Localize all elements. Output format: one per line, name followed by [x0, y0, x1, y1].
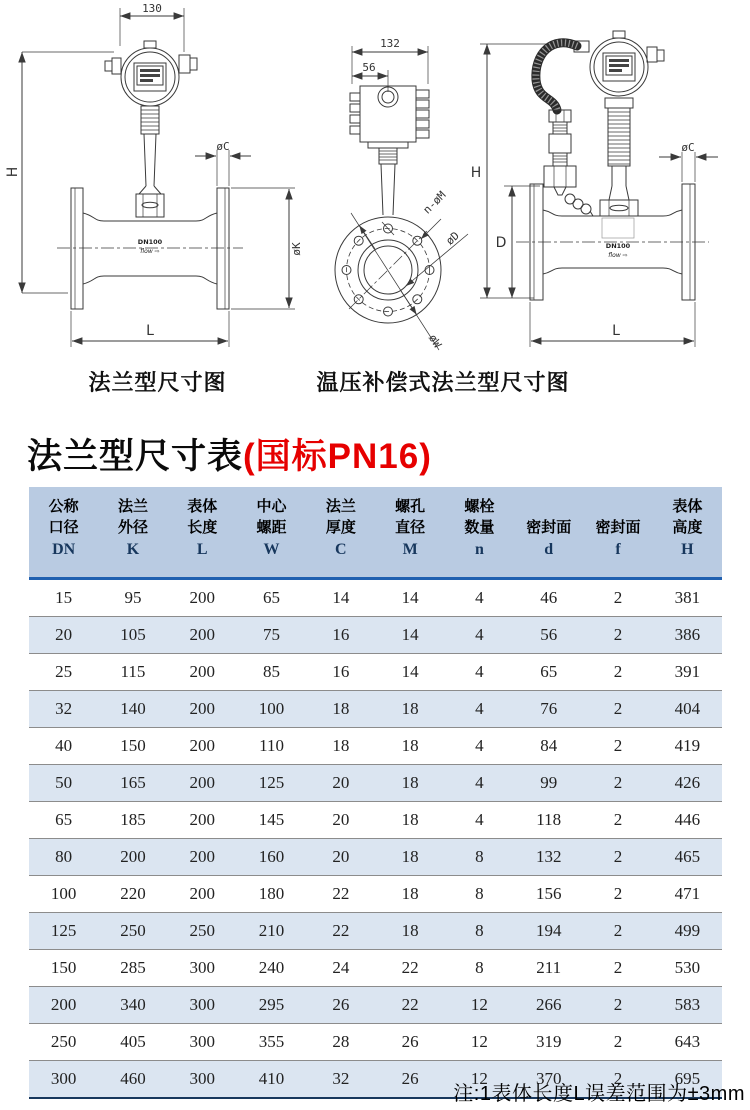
table-cell: 150 — [98, 728, 167, 765]
body-logo: flow ⇨ — [140, 248, 160, 255]
table-cell: 28 — [306, 1024, 375, 1061]
table-cell: 65 — [514, 654, 583, 691]
dim-label-flange-thickness: øC — [216, 140, 230, 153]
table-cell: 2 — [583, 691, 652, 728]
table-cell: 295 — [237, 987, 306, 1024]
dim-label-body-diameter: D — [495, 235, 507, 251]
table-cell: 18 — [306, 728, 375, 765]
table-cell: 18 — [375, 765, 444, 802]
table-cell: 250 — [98, 913, 167, 950]
table-cell: 200 — [168, 617, 237, 654]
table-cell: 18 — [375, 728, 444, 765]
table-cell: 20 — [29, 617, 98, 654]
label-bore-diameter: øD — [443, 229, 462, 248]
table-cell: 4 — [445, 617, 514, 654]
front-view-drawing — [335, 37, 468, 351]
table-cell: 2 — [583, 617, 652, 654]
table-cell: 80 — [29, 839, 98, 876]
table-cell: 695 — [653, 1061, 722, 1099]
table-cell: 210 — [237, 913, 306, 950]
table-cell: 185 — [98, 802, 167, 839]
column-header: 法兰 外径 K — [98, 487, 167, 579]
table-cell: 240 — [237, 950, 306, 987]
table-cell: 465 — [653, 839, 722, 876]
nameplate — [602, 218, 634, 238]
table-cell: 22 — [306, 876, 375, 913]
table-cell: 8 — [445, 950, 514, 987]
table-cell: 405 — [98, 1024, 167, 1061]
table-cell: 211 — [514, 950, 583, 987]
table-cell: 20 — [306, 765, 375, 802]
table-cell: 300 — [168, 1024, 237, 1061]
table-cell: 46 — [540, 588, 558, 607]
table-cell: 56 — [514, 617, 583, 654]
table-cell: 4 — [445, 728, 514, 765]
compensated-type-drawing — [471, 31, 718, 347]
table-cell: 12 — [445, 987, 514, 1024]
table-cell: 2 — [583, 765, 652, 802]
table-cell: 95 — [124, 588, 142, 607]
table-row — [29, 839, 722, 876]
table-cell: 165 — [98, 765, 167, 802]
table-cell: 26 — [306, 987, 375, 1024]
table-cell: 14 — [332, 588, 350, 607]
table-cell: 530 — [653, 950, 722, 987]
table-cell: 2 — [613, 588, 623, 607]
column-header: 表体 长度 L — [168, 487, 237, 579]
table-row — [29, 728, 722, 765]
table-cell: 200 — [168, 654, 237, 691]
table-cell: 200 — [189, 588, 215, 607]
column-header: 密封面 f — [583, 487, 652, 579]
dim-label-front-offset: 56 — [362, 61, 376, 74]
table-cell: 460 — [98, 1061, 167, 1099]
dim-label-comp-length: L — [612, 323, 620, 339]
table-cell: 26 — [375, 1061, 444, 1099]
table-cell: 160 — [237, 839, 306, 876]
table-cell: 8 — [445, 913, 514, 950]
right-drawing-caption: 温压补偿式法兰型尺寸图 — [316, 370, 570, 395]
table-cell: 14 — [375, 654, 444, 691]
table-row — [29, 617, 722, 654]
table-cell: 118 — [514, 802, 583, 839]
table-cell: 426 — [653, 765, 722, 802]
table-cell: 14 — [401, 588, 419, 607]
table-cell: 25 — [29, 654, 98, 691]
table-cell: 419 — [653, 728, 722, 765]
table-cell: 386 — [653, 617, 722, 654]
table-cell: 200 — [98, 839, 167, 876]
label-bolt-holes: n-øM — [420, 188, 449, 217]
table-cell: 200 — [29, 987, 98, 1024]
table-cell: 22 — [375, 987, 444, 1024]
table-cell: 150 — [29, 950, 98, 987]
table-cell: 18 — [375, 802, 444, 839]
table-cell: 50 — [29, 765, 98, 802]
table-cell: 26 — [375, 1024, 444, 1061]
table-cell: 200 — [168, 765, 237, 802]
table-cell: 2 — [583, 876, 652, 913]
table-cell: 2 — [583, 987, 652, 1024]
table-cell: 18 — [306, 691, 375, 728]
table-row — [29, 876, 722, 913]
table-row — [29, 987, 722, 1024]
table-cell: 250 — [29, 1024, 98, 1061]
table-cell: 300 — [168, 1061, 237, 1099]
table-row — [29, 950, 722, 987]
table-cell: 340 — [98, 987, 167, 1024]
table-cell: 2 — [583, 1024, 652, 1061]
table-cell: 266 — [514, 987, 583, 1024]
page-title-standard: (国标PN16) — [243, 437, 432, 476]
body-logo: flow ⇨ — [608, 252, 628, 259]
table-body — [29, 579, 722, 1099]
table-cell: 8 — [445, 839, 514, 876]
table-cell: 76 — [514, 691, 583, 728]
column-header: 法兰 厚度 C — [306, 487, 375, 579]
table-cell: 18 — [375, 876, 444, 913]
table-header — [29, 487, 722, 579]
table-row — [29, 579, 722, 617]
table-cell: 194 — [514, 913, 583, 950]
table-cell: 300 — [168, 987, 237, 1024]
table-cell: 156 — [514, 876, 583, 913]
table-cell: 391 — [653, 654, 722, 691]
table-cell: 200 — [168, 839, 237, 876]
table-cell: 355 — [237, 1024, 306, 1061]
dimension-table — [29, 487, 722, 1099]
table-cell: 16 — [306, 617, 375, 654]
table-cell: 2 — [583, 839, 652, 876]
table-cell: 132 — [514, 839, 583, 876]
table-row — [29, 691, 722, 728]
table-row — [29, 1024, 722, 1061]
table-cell: 4 — [445, 802, 514, 839]
left-drawing-caption: 法兰型尺寸图 — [88, 370, 227, 395]
table-cell: 300 — [29, 1061, 98, 1099]
table-cell: 110 — [237, 728, 306, 765]
table-cell: 99 — [514, 765, 583, 802]
table-cell: 145 — [237, 802, 306, 839]
table-cell: 85 — [237, 654, 306, 691]
table-cell: 200 — [168, 728, 237, 765]
table-cell: 100 — [29, 876, 98, 913]
table-cell: 8 — [445, 876, 514, 913]
table-cell: 2 — [583, 950, 652, 987]
dim-label-flange-diameter: øK — [290, 242, 303, 256]
table-cell: 22 — [306, 913, 375, 950]
flange-type-drawing — [5, 2, 303, 347]
dim-label-comp-height: H — [470, 165, 482, 181]
table-cell: 200 — [168, 691, 237, 728]
column-header: 表体 高度 H — [653, 487, 722, 579]
table-cell: 180 — [237, 876, 306, 913]
table-cell: 200 — [168, 802, 237, 839]
temperature-sensor-fitting — [544, 110, 593, 216]
table-cell: 4 — [475, 588, 484, 607]
table-cell: 100 — [237, 691, 306, 728]
table-cell: 319 — [514, 1024, 583, 1061]
page-title — [27, 429, 432, 479]
page-title-main: 法兰型尺寸表 — [27, 437, 244, 476]
table-cell: 2 — [583, 728, 652, 765]
table-cell: 250 — [168, 913, 237, 950]
table-cell: 125 — [237, 765, 306, 802]
table-cell: 643 — [653, 1024, 722, 1061]
table-cell: 12 — [445, 1061, 514, 1099]
table-row — [29, 802, 722, 839]
table-row — [29, 765, 722, 802]
table-row — [29, 654, 722, 691]
table-cell: 65 — [263, 588, 281, 607]
table-cell: 14 — [375, 617, 444, 654]
dim-label-height: H — [5, 166, 21, 178]
table-cell: 200 — [168, 876, 237, 913]
table-cell: 16 — [306, 654, 375, 691]
column-header: 中心 螺距 W — [237, 487, 306, 579]
table-cell: 125 — [29, 913, 98, 950]
dim-label-comp-flange-thickness: øC — [681, 141, 695, 154]
table-cell: 32 — [29, 691, 98, 728]
dim-label-front-width: 132 — [380, 37, 400, 50]
table-cell: 12 — [445, 1024, 514, 1061]
table-cell: 140 — [98, 691, 167, 728]
head-top-tab — [144, 41, 156, 48]
technical-drawings — [0, 0, 750, 420]
table-cell: 2 — [583, 654, 652, 691]
dim-label-width: 130 — [142, 2, 162, 15]
table-cell: 410 — [237, 1061, 306, 1099]
table-cell: 18 — [375, 839, 444, 876]
table-cell: 381 — [674, 588, 701, 607]
column-header: 密封面 d — [514, 487, 583, 579]
table-note: 注:1表体长度L误差范围为±3mm — [453, 1083, 745, 1105]
table-cell: 370 — [514, 1061, 583, 1099]
table-cell: 115 — [98, 654, 167, 691]
dim-label-length: L — [146, 323, 154, 339]
table-cell: 75 — [237, 617, 306, 654]
table-cell: 22 — [375, 950, 444, 987]
table-cell: 15 — [55, 588, 73, 607]
label-outer-diameter: øW — [425, 332, 444, 351]
body-marking: DN100 — [137, 238, 163, 246]
table-cell: 84 — [514, 728, 583, 765]
table-cell: 20 — [306, 839, 375, 876]
table-cell: 4 — [445, 691, 514, 728]
table-cell: 24 — [306, 950, 375, 987]
table-cell: 105 — [98, 617, 167, 654]
table-cell: 4 — [445, 654, 514, 691]
table-cell: 285 — [98, 950, 167, 987]
table-cell: 499 — [653, 913, 722, 950]
table-cell: 2 — [583, 913, 652, 950]
table-cell: 18 — [375, 691, 444, 728]
table-cell: 2 — [583, 802, 652, 839]
table-cell: 446 — [653, 802, 722, 839]
table-cell: 2 — [583, 1061, 652, 1099]
right-flange — [217, 188, 229, 309]
table-cell: 20 — [306, 802, 375, 839]
table-row — [29, 913, 722, 950]
table-cell: 18 — [375, 913, 444, 950]
table-cell: 300 — [168, 950, 237, 987]
left-flange — [71, 188, 83, 309]
column-header: 螺孔 直径 M — [375, 487, 444, 579]
table-cell: 583 — [653, 987, 722, 1024]
column-header: 公称 口径 DN — [29, 487, 98, 579]
table-header-row — [29, 487, 722, 579]
table-cell: 32 — [306, 1061, 375, 1099]
table-cell: 404 — [653, 691, 722, 728]
body-marking: DN100 — [605, 242, 631, 250]
table-cell: 4 — [445, 765, 514, 802]
table-cell: 220 — [98, 876, 167, 913]
table-cell: 65 — [29, 802, 98, 839]
column-header: 螺栓 数量 n — [445, 487, 514, 579]
table-cell: 40 — [29, 728, 98, 765]
table-cell: 471 — [653, 876, 722, 913]
